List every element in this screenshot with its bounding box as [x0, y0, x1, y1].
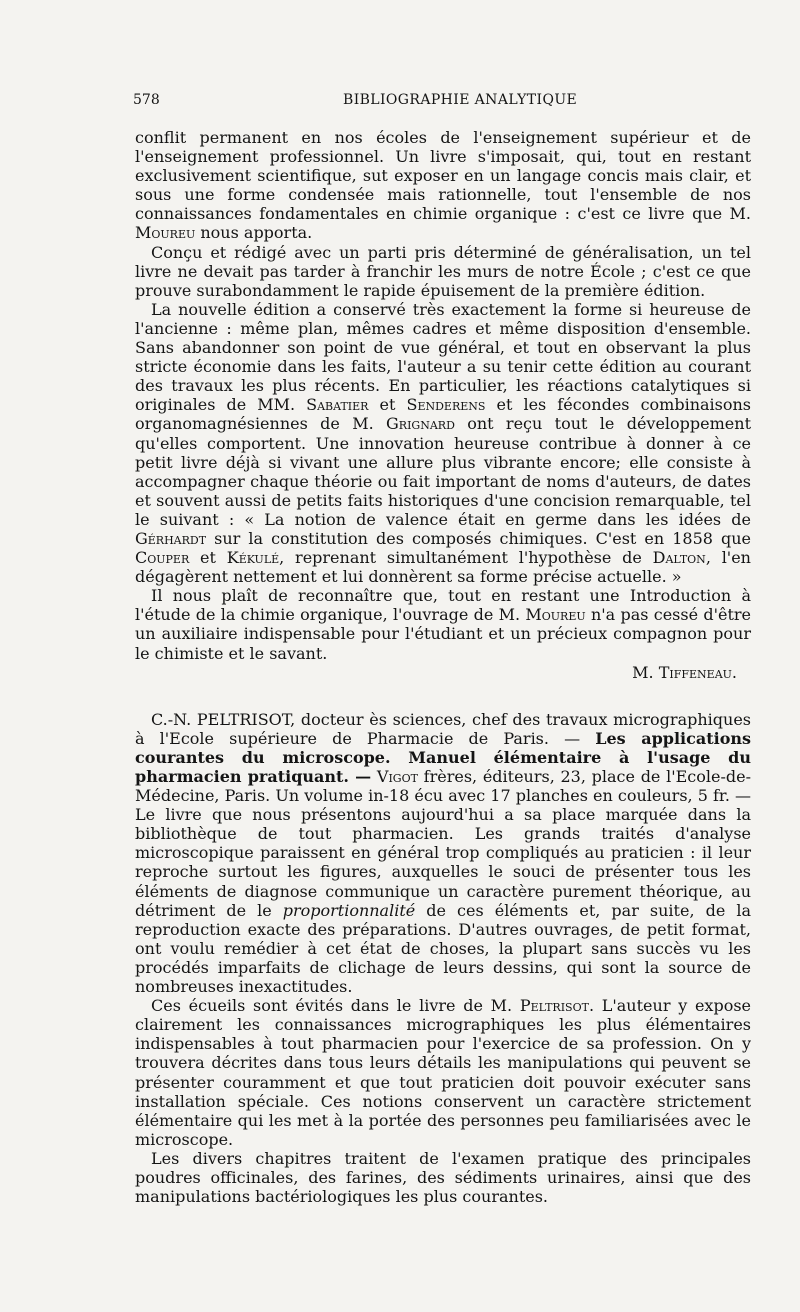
- book-author: C.-N. PELTRISOT, docteur ès sciences, chef des travaux micrographiques à l'Ecole supérieure de Pharmacie de Paris. —: [135, 709, 751, 748]
- review1-paragraph-1: conflit permanent en nos écoles de l'enseignement supérieur et de l'enseignement professionnel. Un livre s'imposait, qui, tout en restant exclusivement scientifique, sut exposer en un langage concis mais clair, et sous une forme condensée mais rationnelle, tout l'ensemble de nos connaissances fondamentales en chimie organique : c'est ce livre que M. Moureu nous apporta.: [135, 128, 751, 243]
- author-name: Kékulé: [226, 548, 280, 568]
- author-name: Peltrisot: [519, 996, 589, 1016]
- review2-paragraph-3: Les divers chapitres traitent de l'examen pratique des principales poudres officinales, des farines, des sédiments urinaires, ainsi que des manipulations bactériologiques les plus courantes.: [135, 1148, 751, 1207]
- author-name: Grignard: [386, 414, 455, 434]
- review1-paragraph-2: Conçu et rédigé avec un parti pris déterminé de généralisation, un tel livre ne devait pas tarder à franchir les murs de notre École ; c'est ce que prouve surabondamment le rapide épuisement de la première édition.: [135, 242, 751, 300]
- review1-signature: M. Tiffeneau.: [632, 662, 737, 682]
- book-title: Les applications courantes du microscope. Manuel élémentaire à l'usage du pharmacien pratiquant. —: [135, 728, 752, 786]
- review2-paragraph-2: Ces écueils sont évités dans le livre de M. Peltrisot. L'auteur y expose clairement les connaissances micrographiques les plus élémentaires indispensables à tout pharmacien pour l'exercice de sa profession. On y trouvera décrites dans tous leurs détails les manipulations qui peuvent se présenter couramment et que tout praticien doit pouvoir exécuter sans installation spéciale. Ces notions conservent un caractère strictement élémentaire qui les met à la portée des personnes peu familiarisées avec le microscope.: [135, 996, 752, 1149]
- author-name: Senderens: [406, 395, 486, 415]
- page-body: [135, 128, 751, 1206]
- author-name: Couper: [135, 548, 190, 568]
- page-header: [133, 92, 753, 114]
- author-name: Dalton: [652, 548, 706, 568]
- review2-paragraph-1: C.-N. PELTRISOT, docteur ès sciences, chef des travaux micrographiques à l'Ecole supérieure de Pharmacie de Paris. — Les applications courantes du microscope. Manuel élémentaire à l'usage du pharmacien pratiquant. — Vigot frères, éditeurs, 23, place de l'Ecole-de-Médecine, Paris. Un volume in-18 écu avec 17 planches en couleurs, 5 fr. — Le livre que nous présentons aujourd'hui a sa place marquée dans la bibliothèque de tout pharmacien. Les grands traités d'analyse microscopique paraissent en général trop compliqués au praticien : il leur reproche surtout les figures, auxquelles le souci de présenter tous les éléments de diagnose communique un caractère purement théorique, au détriment de le proportionnalité de ces éléments et, par suite, de la reproduction exacte des préparations. D'autres ouvrages, de petit format, ont voulu remédier à cet état de choses, la plupart sans succès vu les procédés imparfaits de clichage de leurs dessins, qui sont la source de nombreuses inexactitudes.: [135, 709, 752, 997]
- italic-term: proportionnalité: [282, 900, 416, 920]
- author-name: Gérhardt: [135, 528, 207, 548]
- review1-paragraph-3: La nouvelle édition a conservé très exactement la forme si heureuse de l'ancienne : même plan, mêmes cadres et même disposition d'ensemble. Sans abandonner son point de vue général, et tout en observant la plus stricte économie dans les faits, l'auteur a su tenir cette édition au courant des travaux les plus récents. En particulier, les réactions catalytiques si originales de MM. Sabatier et Senderens et les fécondes combinaisons organomagnésiennes de M. Grignard ont reçu tout le développement qu'elles comportent. Une innovation heureuse contribue à donner à ce petit livre déjà si vivant une allure plus vibrante encore; elle consiste à accompagner chaque théorie ou fait important de noms d'auteurs, de dates et souvent aussi de petits faits historiques d'une concision remarquable, tel le suivant : « La notion de valence était en germe dans les idées de Gérhardt sur la constitution des composés chimiques. C'est en 1858 que Couper et Kékulé, reprenant simultanément l'hypothèse de Dalton, l'en dégagèrent nettement et lui donnèrent sa forme précise actuelle. »: [135, 299, 752, 587]
- author-name: Sabatier: [306, 395, 369, 415]
- review1-paragraph-4: Il nous plaît de reconnaître que, tout en restant une Introduction à l'étude de la chimie organique, l'ouvrage de M. Moureu n'a pas cessé d'être un auxiliaire indispensable pour l'étudiant et un précieux compagnon pour le chimiste et le savant.: [135, 586, 752, 663]
- section-gap: [135, 682, 751, 710]
- running-title: BIBLIOGRAPHIE ANALYTIQUE: [343, 92, 578, 108]
- author-name: Moureu: [135, 223, 196, 243]
- publisher-name: Vigot: [376, 767, 418, 786]
- page-number: 578: [133, 92, 160, 108]
- author-name: Moureu: [525, 605, 586, 625]
